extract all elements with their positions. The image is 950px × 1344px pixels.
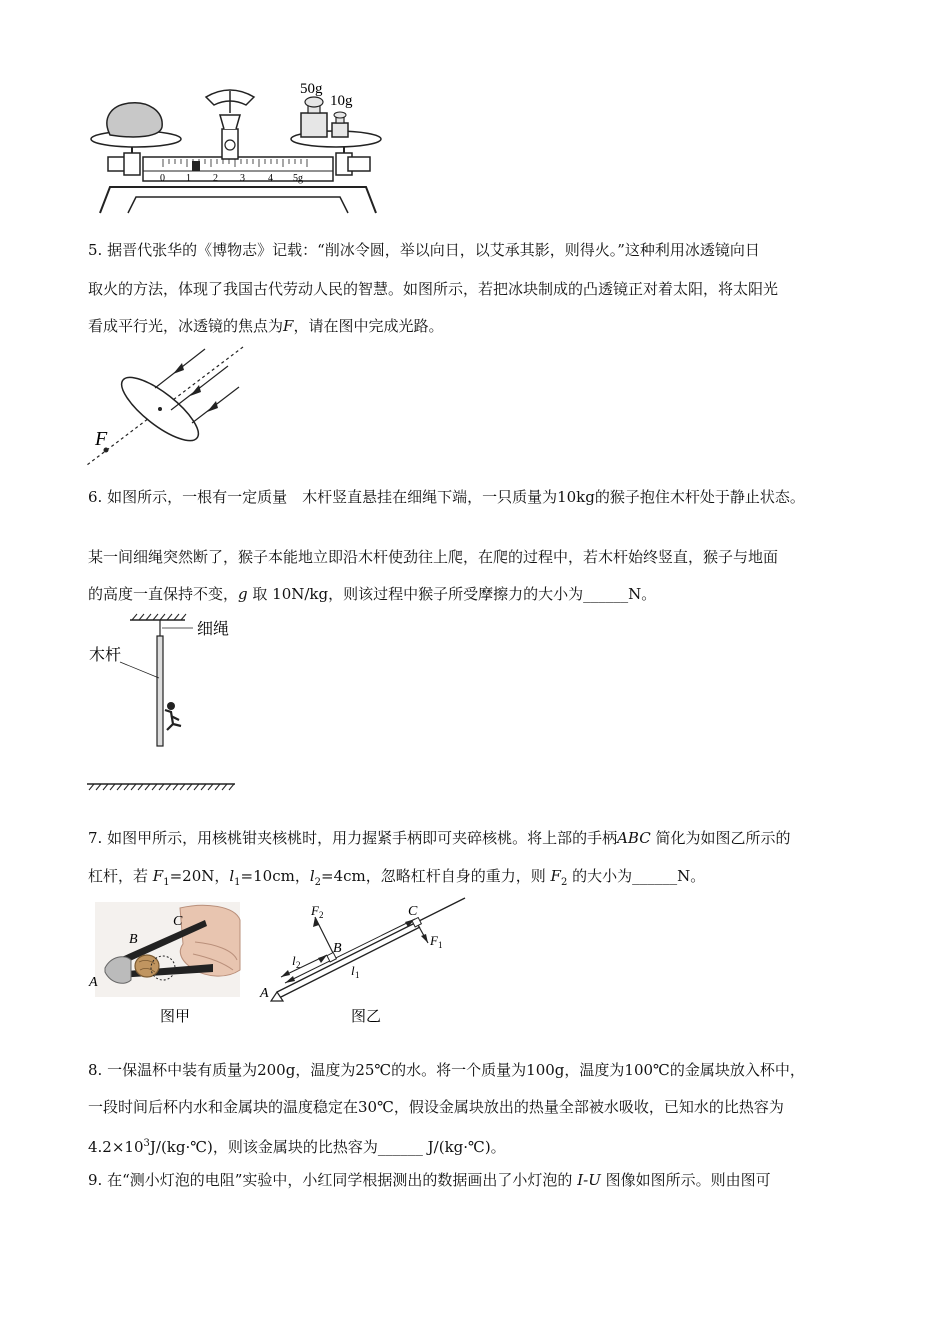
label-l2: l: [292, 953, 296, 968]
fig-a-caption: 图甲: [160, 1009, 191, 1025]
q7-text: =4cm，忽略杠杆自身的重力，则: [321, 867, 551, 885]
q5-line-2: 取火的方法，体现了我国古代劳动人民的智慧。如图所示，若把冰块制成的凸透镜正对着太阳，将太阳光: [88, 280, 779, 298]
q7-text: =10cm，: [240, 867, 310, 885]
label-b-lever: B: [333, 941, 342, 956]
label-a: A: [89, 975, 98, 990]
q7-f2-var: F: [550, 867, 561, 885]
q8-line-3: [88, 1134, 506, 1157]
q7-line-1-b: 简化为如图乙所示的: [650, 829, 791, 847]
q7-f1-sub: 1: [163, 877, 170, 888]
q7-f1-var: F: [152, 867, 164, 885]
q5-line-3-b: ，请在图中完成光路。: [293, 317, 444, 335]
q7-l2-sub: 2: [314, 877, 322, 888]
q9-line-1: [88, 1170, 771, 1190]
q5-focus-var: F: [283, 317, 294, 335]
q7-text: 杠杆，若: [88, 867, 153, 885]
q7-f2-sub: 2: [560, 877, 568, 888]
monkey-pole-figure: [85, 612, 245, 792]
balance-figure: [88, 75, 388, 220]
label-b: B: [129, 932, 138, 947]
label-f2-sub: 2: [319, 910, 324, 920]
q7-l2-var: l: [309, 867, 315, 885]
label-f1-sub: 1: [438, 940, 443, 950]
q9-line-1-b: 图像如图所示。则由图可: [600, 1171, 771, 1189]
q5-line-3-a: 看成平行光，冰透镜的焦点为: [88, 317, 284, 335]
lever-figure: [255, 895, 480, 1030]
pole-label: 木杆: [89, 647, 122, 664]
q6-g-var: g: [238, 585, 248, 603]
rope-label: 细绳: [197, 621, 230, 638]
scale-tick: 2: [213, 173, 218, 184]
scale-tick: 0: [160, 173, 165, 184]
q8-exponent: 3: [143, 1138, 150, 1149]
label-f2: F: [311, 903, 319, 918]
q8-line-3-b: J/(kg·℃)，则该金属块的比热容为______ J/(kg·℃)。: [149, 1138, 506, 1156]
q8-line-3-a: 4.2×10: [88, 1138, 144, 1156]
q7-abc-var: ABC: [617, 829, 651, 847]
q7-line-2: [88, 866, 705, 893]
q9-line-1-a: 9. 在“测小灯泡的电阻”实验中，小红同学根据测出的数据画出了小灯泡的: [88, 1171, 578, 1189]
scale-tick: 5g: [293, 173, 303, 184]
scale-tick: 3: [240, 173, 245, 184]
q7-text: =20N，: [169, 867, 230, 885]
scale-tick: 1: [186, 173, 191, 184]
q7-l1-var: l: [229, 867, 235, 885]
scale-tick: 4: [268, 173, 273, 184]
label-c-lever: C: [408, 904, 418, 919]
q8-line-1: 8. 一保温杯中装有质量为200g，温度为25℃的水。将一个质量为100g，温度为100℃的金属块放入杯中，: [88, 1061, 805, 1079]
label-l1-sub: 1: [355, 970, 360, 980]
q8-line-2: 一段时间后杯内水和金属块的温度稳定在30℃，假设金属块放出的热量全部被水吸收，已知水的比热容为: [88, 1098, 784, 1116]
weight-10g-label: 10g: [330, 93, 353, 109]
focus-label: F: [95, 428, 108, 450]
lens-figure: [85, 345, 255, 470]
weight-50g-label: 50g: [300, 81, 323, 97]
q6-line-2: 某一间细绳突然断了，猴子本能地立即沿木杆使劲往上爬，在爬的过程中，若木杆始终竖直，猴子与地面: [88, 548, 779, 566]
q6-line-3: [88, 584, 656, 604]
q6-line-3-b: 取 10N/kg，则该过程中猴子所受摩擦力的大小为______N。: [247, 585, 657, 603]
label-l1: l: [351, 963, 355, 978]
label-l2-sub: 2: [296, 960, 301, 970]
label-c: C: [173, 914, 183, 929]
q7-line-1: [88, 828, 791, 848]
q6-line-3-a: 的高度一直保持不变，: [88, 585, 239, 603]
nutcracker-figure: [85, 900, 245, 1030]
q6-line-1: 6. 如图所示，一根有一定质量 木杆竖直悬挂在细绳下端，一只质量为10kg的猴子抱住木杆处于静止状态。: [88, 488, 805, 506]
q7-text: 的大小为______N。: [567, 867, 706, 885]
q9-iu-var: I-U: [577, 1171, 601, 1189]
q7-l1-sub: 1: [234, 877, 241, 888]
label-a-lever: A: [260, 986, 269, 1001]
q5-line-3: [88, 316, 443, 336]
fig-b-caption: 图乙: [351, 1009, 382, 1025]
q7-line-1-a: 7. 如图甲所示，用核桃钳夹核桃时，用力握紧手柄即可夹碎核桃。将上部的手柄: [88, 829, 618, 847]
label-f1: F: [430, 933, 438, 948]
q5-line-1: 5. 据晋代张华的《博物志》记载：“削冰令圆，举以向日，以艾承其影，则得火。”这种利用冰透镜向日: [88, 241, 760, 259]
